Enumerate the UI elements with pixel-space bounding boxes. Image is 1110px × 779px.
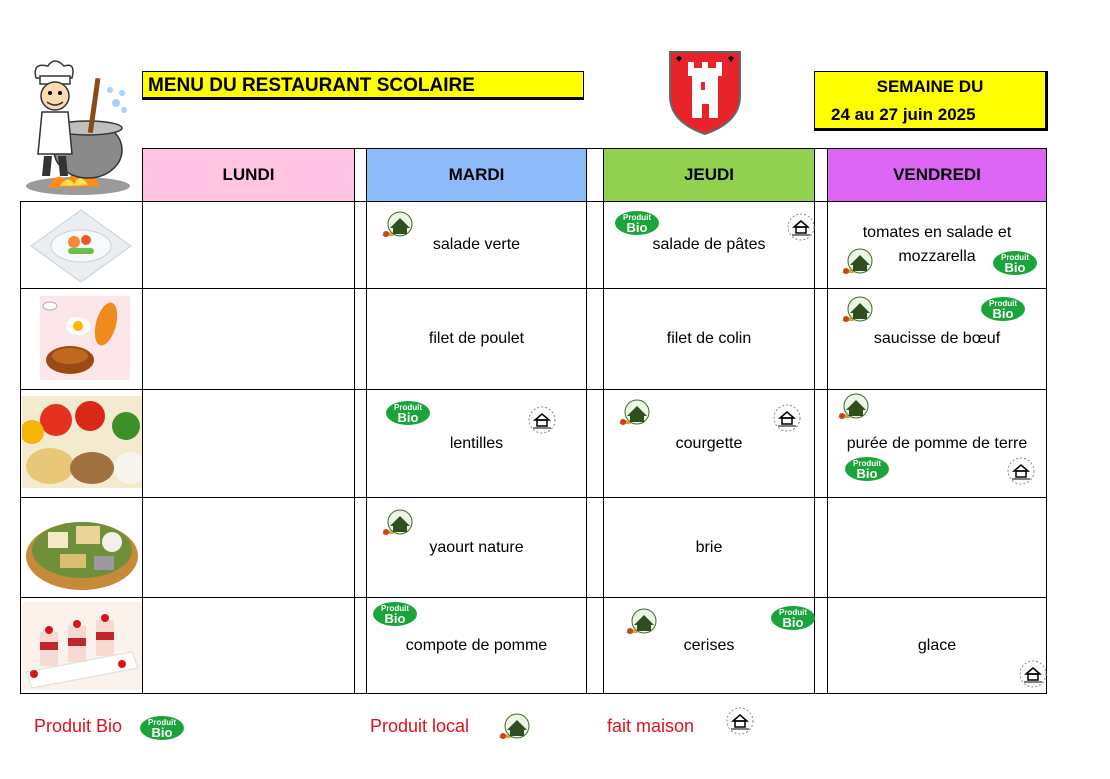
dish-jeudi-row3: courgette — [675, 434, 743, 452]
cheese-platter-icon — [24, 500, 140, 594]
day-header-vendredi: VENDREDI — [828, 149, 1046, 201]
bio-logo-icon: Produit Bio — [373, 602, 417, 626]
bio-logo-icon: Produit Bio — [845, 457, 889, 481]
dish-lundi-row2 — [143, 289, 354, 389]
dish-jeudi-row2: filet de colin — [666, 330, 752, 347]
menu-title: MENU DU RESTAURANT SCOLAIRE — [142, 71, 584, 100]
dish-lundi-row5 — [143, 598, 354, 693]
dish-vendredi-row3: purée de pomme de terre — [846, 434, 1028, 452]
dish-jeudi-row1: salade de pâtes — [652, 236, 766, 253]
dish-vendredi-row1: tomates en salade et mozzarella — [862, 224, 1012, 265]
dish-mardi-row3: lentilles — [449, 434, 504, 452]
local-product-icon — [840, 295, 874, 327]
legend-bio-label: Produit Bio — [34, 716, 123, 736]
local-product-icon — [380, 508, 414, 540]
dish-vendredi-row2: saucisse de bœuf — [873, 330, 1001, 347]
dish-jeudi-row5: cerises — [683, 636, 735, 654]
local-product-icon — [617, 398, 651, 430]
week-dates: 24 au 27 juin 2025 — [831, 105, 976, 124]
dish-vendredi-row5: glace — [917, 636, 957, 654]
dish-vendredi-row4 — [828, 498, 1046, 597]
dish-jeudi-row4: brie — [695, 538, 723, 556]
legend-maison-label: fait maison — [607, 716, 695, 736]
day-header-lundi: LUNDI — [143, 149, 354, 201]
dish-lundi-row3 — [143, 390, 354, 497]
week-box — [814, 71, 1048, 131]
dish-mardi-row2: filet de poulet — [428, 330, 525, 347]
vegetables-grains-icon — [22, 396, 142, 488]
dish-mardi-row1: salade verte — [432, 236, 521, 253]
local-product-icon — [840, 247, 874, 279]
homemade-icon — [786, 212, 816, 242]
town-crest-icon — [668, 50, 742, 136]
homemade-icon — [1018, 659, 1048, 689]
dish-lundi-row1 — [143, 202, 354, 288]
homemade-icon — [527, 405, 557, 435]
bio-logo-icon: Produit Bio — [993, 251, 1037, 275]
local-product-icon — [624, 607, 658, 639]
dish-mardi-row4: yaourt nature — [429, 538, 524, 556]
dish-lundi-row4 — [143, 498, 354, 597]
homemade-icon — [772, 403, 802, 433]
week-label: SEMAINE DU — [876, 77, 984, 96]
local-product-icon — [836, 392, 870, 424]
homemade-icon — [1006, 456, 1036, 486]
bio-logo-icon: Produit Bio — [771, 606, 815, 630]
legend-local-label: Produit local — [370, 716, 470, 736]
meat-fish-egg-icon — [40, 296, 130, 380]
bio-logo-icon: Produit Bio — [615, 211, 659, 235]
bio-logo-icon: Produit Bio — [140, 716, 184, 740]
starter-plate-icon — [26, 208, 136, 284]
day-header-mardi: MARDI — [367, 149, 586, 201]
chef-cooking-icon — [18, 58, 138, 198]
dish-mardi-row5: compote de pomme — [405, 636, 548, 654]
bio-logo-icon: Produit Bio — [981, 297, 1025, 321]
day-header-jeudi: JEUDI — [604, 149, 814, 201]
bio-logo-icon: Produit Bio — [386, 401, 430, 425]
local-product-icon — [380, 210, 414, 242]
dessert-icon — [22, 602, 142, 690]
local-product-icon — [497, 712, 531, 744]
homemade-icon — [725, 706, 755, 736]
